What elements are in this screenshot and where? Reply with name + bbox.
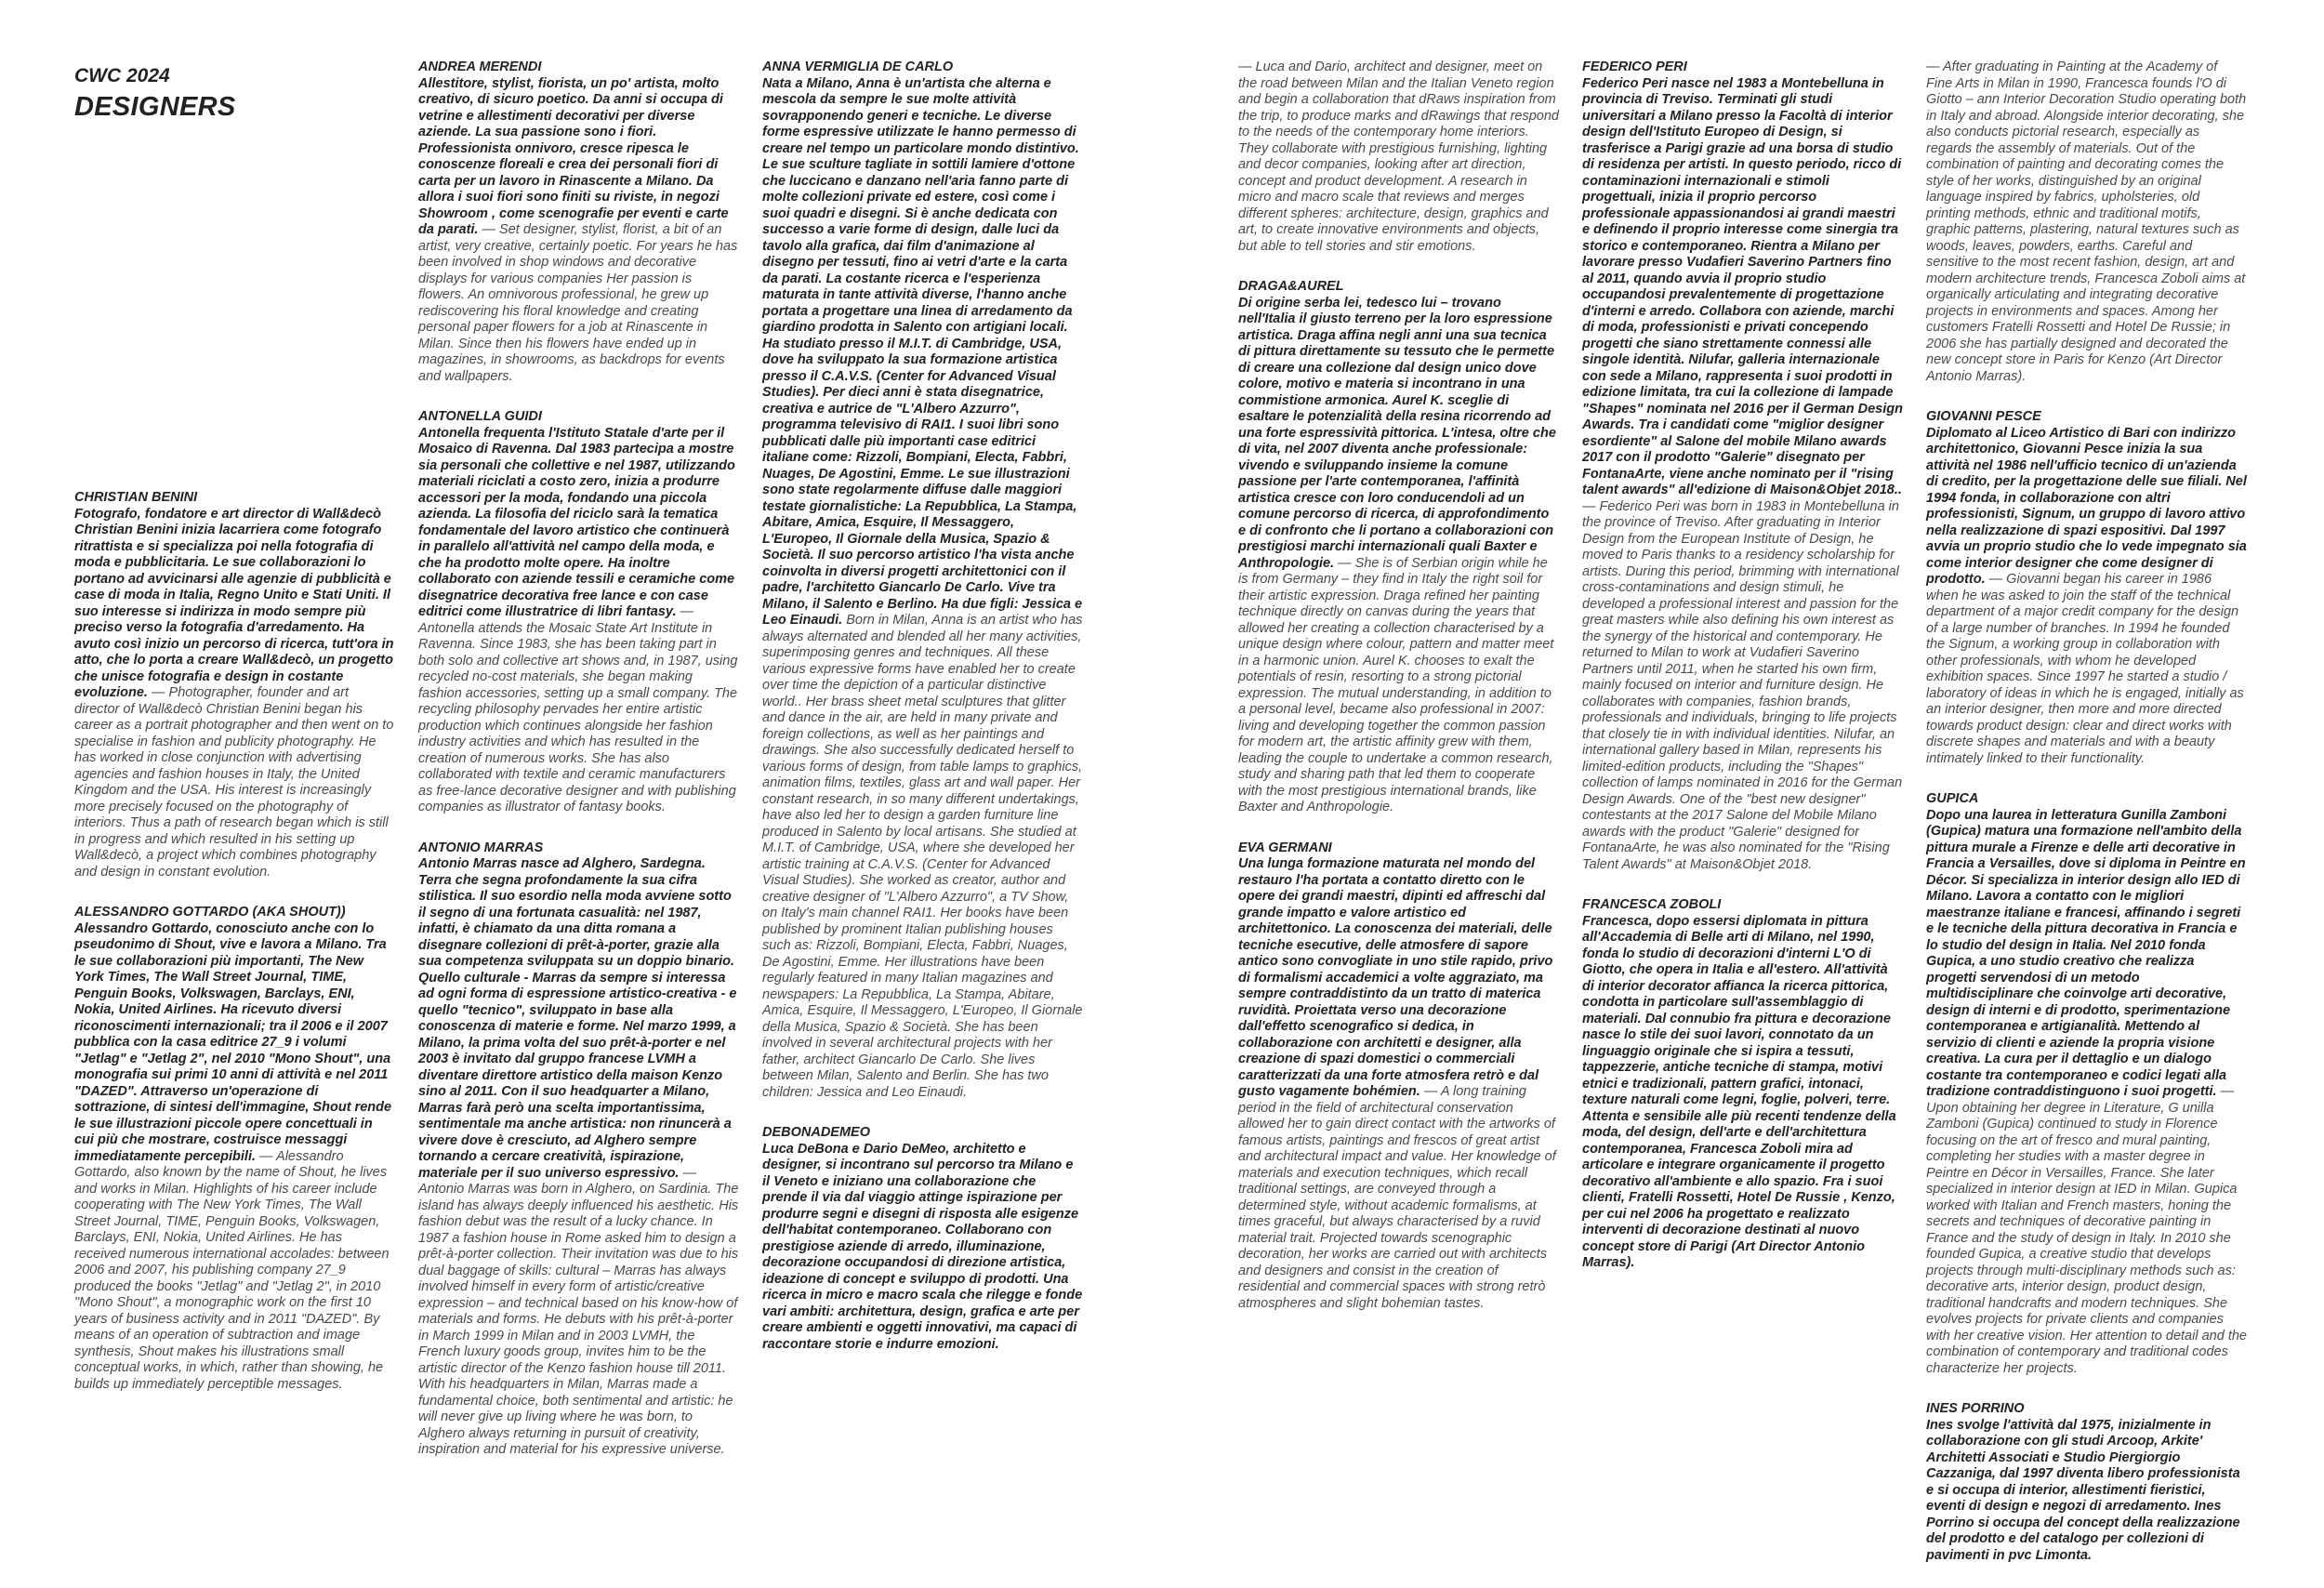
designer-name: EVA GERMANI [1238,840,1332,855]
bio-english: — Antonio Marras was born in Alghero, on Sardinia. The island has always deeply influenced his aesthetic. His fashion debut was the result of a lucky chance. In 1987 a fashion house in Rome asked him to design a prêt-à-porter collection. Their invitation was due to his dual baggage of skills: cultural – Marras has always involved himself in every form of artistic/creative expression – and technical based on his know-how of materials and forms. He debuts with his prêt-à-porter in March 1999 in Milan and in 2003 LVMH, the French luxury goods group, invites him to be the artistic director of the Kenzo fashion house till 2011. With his headquarters in Milan, Marras made a fundamental choice, both sentimental and artistic: he will never give up living where he was born, to Alghero always returning in pursuit of creativity, inspiration and material for his expressive universe. [418,1165,739,1457]
bio-italian: Antonio Marras nasce ad Alghero, Sardegna. Terra che segna profondamente la sua cifra stilistica. Il suo esordio nella moda avviene sotto il segno di una fortunata casualità: nel 1987, infatti, è chiamato da una ditta romana a disegnare collezioni di prêt-à-porter, grazie alla sua competenza sviluppata su un doppio binario. Quello culturale - Marras da sempre si interessa ad ogni forma di espressione artistico-creativa - e quello "tecnico", sviluppato in base alla conoscenza di materie e forme. Nel marzo 1999, a Milano, la prima volta del suo prêt-à-porter e nel 2003 è invitato dal gruppo francese LVMH a diventare direttore artistico della maison Kenzo sino al 2011. Con il suo headquarter a Milano, Marras farà però una scelta importantissima, sentimentale ma anche artistica: non rinuncerà a vivere dove è cresciuto, ad Alghero sempre tornando a cercare creatività, ispirazione, materiale per il suo universo espressivo. [418,856,737,1181]
designer-name: INES PORRINO [1926,1401,2025,1416]
entry-gupica [1926,791,2247,1377]
designer-name: ANNA VERMIGLIA DE CARLO [762,60,954,74]
bio-english: — Antonella attends the Mosaic State Art Institute in Ravenna. Since 1983, she has been taking part in both solo and collective art shows and, in 1987, using recycled no-cost materials, she began making fashion accessories, setting up a small company. The recycling philosophy pervades her entire artistic production which continues alongside her fashion industry activities and which has resulted in the creation of numerous works. She has also collaborated with textile and ceramic manufacturers as free-lance decorative designer and with publishing companies as illustrator of fantasy books. [418,604,738,814]
bio-italian: Alessandro Gottardo, conosciuto anche con lo pseudonimo di Shout, vive e lavora a Milano. Tra le sue collaborazioni più importanti, The New York Times, The Wall Street Journal, TIME, Penguin Books, Volkswagen, Barclays, ENI, Nokia, United Airlines. Ha ricevuto diversi riconoscimenti internazionali; tra il 2006 e il 2007 pubblica con la casa editrice 27_9 i volumi "Jetlag" e "Jetlag 2", nel 2010 "Mono Shout", una monografia sui primi 10 anni di attività e nel 2011 "DAZED". Attraverso un'operazione di sottrazione, di sintesi dell'immagine, Shout rende le sue illustrazioni piccole opere concettuali in cui più che mostrare, costruisce messaggi immediatamente percepibili. [74,920,392,1164]
designer-name: DEBONADEMEO [762,1125,871,1140]
bio-italian: Federico Peri nasce nel 1983 a Montebelluna in provincia di Treviso. Terminati gli studi universitari a Milano presso la Facoltà di interior design dell'Istituto Europeo di Design, si trasferisce a Parigi grazie ad una borsa di studio di residenza per artisti. In questo periodo, ricco di contaminazioni internazionali e stimoli progettuali, inizia il proprio percorso professionale appassionandosi ai grandi maestri e definendo il proprio interesse come sinergia tra storico e contemporaneo. Rientra a Milano per lavorare presso Vudafieri Saverino Partners fino al 2011, quando avvia il proprio studio occupandosi prevalentemente di progettazione d'interni e arredo. Collabora con aziende, marchi di moda, professionisti e privati concependo progetti che siano strettamente connessi alle singole identità. Nilufar, galleria internazionale con sede a Milano, rappresenta i suoi prodotti in edizione limitata, tra cui la collezione di lampade "Shapes" nominata nel 2016 per il German Design Awards. Tra i candidati come "miglior designer esordiente" al Salone del mobile Milano awards 2017 con il prodotto "Galerie" disegnato per FontanaArte, viene anche nominato per il "rising talent awards" all'edizione di Maison&Objet 2018.. [1582,75,1903,497]
bio-english: — Giovanni began his career in 1986 when he was asked to join the staff of the technical department of a major credit company for the design of a large number of branches. In 1994 he founded the Signum, a working group in collaboration with other professionals, with whom he developed exhibition spaces. Since 1997 he started a studio / laboratory of ideas in which he is engaged, initially as an interior designer, then more and more directed towards product design: clear and direct works with discrete shapes and materials and with a beauty intimately linked to their functionality. [1926,572,2244,766]
bio-italian: Una lunga formazione maturata nel mondo del restauro l'ha portata a contatto diretto con le opere dei grandi maestri, dipinti ed affreschi dal grande impatto e valore artistico ed architettonico. La conoscenza dei materiali, delle tecniche esecutive, delle atmosfere di sapore antico sono convogliate in uno stile rapido, privo di formalismi accademici a volte aggraziato, ma sempre contraddistinto da un tratto di materica ruvidità. Proiettata verso una decorazione dall'effetto scenografico si dedica, in collaborazione con architetti e designer, alla creazione di spazi domestici o commerciali caratterizzati da una forte atmosfera retrò e dal gusto vagamente bohémien. [1238,856,1553,1099]
designer-name: FEDERICO PERI [1582,60,1687,74]
entry-merendi [418,60,739,385]
bio-english: — Photographer, founder and art director of Wall&decò Christian Benini began his career as a portrait photographer and then went on to specialise in fashion and publicity photography. He has worked in close conjunction with advertising agencies and fashion houses in Italy, the United Kingdom and the USA. His interest is increasingly more precisely focused on the photography of interiors. Thus a path of research began which is still in progress and which resulted in his setting up Wall&decò, a project which combines photography and design in constant evolution. [74,685,394,880]
entry-porrino [1926,1401,2247,1564]
entry-guidi [418,409,739,816]
designer-name: DRAGA&AUREL [1238,279,1344,294]
bio-italian: Diplomato al Liceo Artistico di Bari con indirizzo architettonico, Giovanni Pesce inizia la sua attività nel 1986 nell'ufficio tecnico di un'azienda di credito, per la progettazione delle sue filiali. Nel 1994 fonda, in collaborazione con altri professionisti, Signum, un gruppo di lavoro attivo nella realizzazione di spazi espositivi. Dal 1997 avvia un proprio studio che lo vede impegnato sia come interior designer che come designer di prodotto. [1926,425,2247,587]
entry-marras [418,840,739,1459]
entry-germani [1238,840,1559,1313]
bio-english: — After graduating in Painting at the Academy of Fine Arts in Milan in 1990, Francesca founds l'O di Giotto – ann Interior Decoration Studio operating both in Italy and abroad. Alongside interior decorating, she also conducts pictorial research, especially as regards the assembly of materials. Out of the combination of painting and decorating comes the style of her works, distinguished by an original language inspired by fabrics, upholsteries, old printing methods, ethnic and traditional motifs, graphic patterns, plastering, natural textures such as woods, leaves, powders, earths. Careful and sensitive to the most recent fashion, design, art and modern architecture trends, Francesca Zoboli aims at organically articulating and integrating decorative projects in environments and spaces. Among her customers Fratelli Rossetti and Hotel De Russie; in 2006 she has partially designed and decorated the new concept store in Paris for Kenzo (Art Director Antonio Marras). [1926,60,2247,384]
entry-debonademeo [762,1125,1083,1353]
bio-italian: Luca DeBona e Dario DeMeo, architetto e designer, si incontrano sul percorso tra Milano e il Veneto e iniziano una collaborazione che prende il via dal viaggio attinge ispirazione per produrre segni e disegni di risposta alle esigenze dell'habitat contemporaneo. Collaborano con prestigiose aziende di arredo, illuminazione, decorazione occupandosi di direzione artistica, ideazione di concept e sviluppo di prodotti. Una ricerca in micro e macro scala che rilegge e fonde vari ambiti: architettura, design, grafica e arte per creare ambienti e oggetti innovativi, ma capaci di raccontare storie e indurre emozioni. [762,1141,1083,1352]
designer-name: ANDREA MERENDI [418,60,542,74]
designer-name: GIOVANNI PESCE [1926,409,2041,424]
header-kicker: CWC 2024 [74,65,170,86]
bio-english: — A long training period in the field of architectural conservation allowed her to gain direct contact with the artworks of famous artists, paintings and frescos of great artist and architectural impact and value. Her knowledge of materials and execution techniques, which recall traditional settings, are conveyed through a determined style, without academic formalisms, at times graceful, but always characterised by a ruvid material trait. Projected towards scenographic decoration, her works are carried out with architects and designers and consist in the creation of residential and commercial spaces with strong retrò atmospheres and slight bohemian tastes. [1238,1084,1556,1311]
entry-pesce [1926,409,2247,767]
bio-italian: Allestitore, stylist, fiorista, un po' artista, molto creativo, di sicuro poetico. Da anni si occupa di vetrine e allestimenti decorativi per diverse aziende. La sua passione sono i fiori. Professionista onnivoro, cresce ripesca le conoscenze floreali e crea dei personali fiori di carta per un lavoro in Rinascente a Milano. Da allora i suoi fiori sono finiti su riviste, in negozi Showroom , come scenografie per eventi e carte da parati. [418,75,729,237]
bio-italian: Nata a Milano, Anna è un'artista che alterna e mescola da sempre le sue molte attività sovrapponendo generi e tecniche. Le diverse forme espressive utilizzate le hanno permesso di creare nel tempo un particolare mondo distintivo. Le sue sculture tagliate in sottili lamiere d'ottone che luccicano e danzano nell'aria fanno parte di molte collezioni private ed estere, così come i suoi quadri e disegni. Si è anche dedicata con successo a varie forme di design, dalle luci da tavolo alla grafica, dai film d'animazione al disegno per tessuti, fino ai vetri d'arte e la carta da parati. La costante ricerca e l'esperienza maturata in tante attività diverse, l'hanno anche portata a progettare una linea di arredamento da giardino prodotta in Salento con artigiani locali. Ha studiato presso il M.I.T. di Cambridge, USA, dove ha sviluppato la sua formazione artistica presso il C.A.V.S. (Center for Advanced Visual Studies). Per dieci anni è stata disegnatrice, creativa e autrice de "L'Albero Azzurro", programma televisivo di RAI1. I suoi libri sono pubblicati dalle più importanti case editrici italiane come: Rizzoli, Bompiani, Electa, Fabbri, Nuages, De Agostini, Emme. Le sue illustrazioni sono state regolarmente diffuse dalle maggiori testate giornalistiche: La Repubblica, La Stampa, Abitare, Amica, Esquire, Il Messaggero, L'Europeo, Il Giornale della Musica, Spazio & Società. Il suo percorso artistico l'ha vista anche coinvolta in diversi progetti architettonici con il padre, l'architetto Giancarlo De Carlo. Vive tra Milano, il Salento e Berlino. Ha due figli: Jessica e Leo Einaudi. [762,75,1083,628]
bio-italian: Di origine serba lei, tedesco lui – trovano nell'Italia il giusto terreno per la loro espressione artistica. Draga affina negli anni una sua tecnica di pittura direttamente su tessuto che le permette di creare una collezione dal design unico dove colore, motivo e materia si incontrano in una commistione armonica. Aurel K. sceglie di esaltare le potenzialità della resina ricorrendo ad una forte espressività pittorica. L'intesa, oltre che di vita, nel 2007 diventa anche professionale: vivendo e sviluppando insieme la comune passione per l'arte contemporanea, l'affinità artistica cresce con loro conducendoli ad un comune percorso di ricerca, di approfondimento e di confronto che li portano a collaborazioni con prestigiosi marchi internazionali quali Baxter e Anthropologie. [1238,295,1556,571]
bio-italian: Francesca, dopo essersi diplomata in pittura all'Accademia di Belle arti di Milano, nel 1990, fonda lo studio di decorazioni d'interni L'O di Giotto, che opera in Italia e all'estero. All'attività di interior decorator affianca la ricerca pittorica, condotta in particolare sull'assemblaggio di materiali. Dal connubio fra pittura e decorazione nasce lo stile dei suoi lavori, connotato da un linguaggio originale che si ispira a tessuti, tappezzerie, antiche tecniche di stampa, motivi etnici e tradizionali, pattern grafici, intonaci, texture naturali come legni, foglie, polveri, terre. Attenta e sensibile alle più recenti tendenze della moda, del design, dell'arte e dell'architettura contemporanea, Francesca Zoboli mira ad articolare e integrare organicamente il progetto decorativo all'ambiente e allo spazio. Fra i suoi clienti, Fratelli Rossetti, Hotel De Russie , Kenzo, per cui nel 2006 ha progettato e realizzato interventi di decorazione destinati al nuovo concept store di Parigi (Art Director Antonio Marras). [1582,913,1896,1270]
bio-english: — She is of Serbian origin while he is from Germany – they find in Italy the right soil for their artistic expression. Draga refined her painting technique directly on canvas during the years that allowed her creating a collection characterised by a unique design where colour, pattern and matter meet in a harmonic union. Aurel K. chooses to exalt the potentials of resin, resorting to a strong pictorial expression. The mutual understanding, in addition to a personal level, became also professional in 2007: living and developing together the common passion for modern art, the artistic affinity grew with them, leading the couple to undertake a common research, study and sharing path that led them to cooperate with the most prestigious international brands, like Baxter and Anthropologie. [1238,555,1554,814]
entry-zoboli [1582,897,1903,1272]
bio-italian: Fotografo, fondatore e art director di Wall&decò Christian Benini inizia lacarriera come fotografo ritrattista e si specializza poi nella fotografia di moda e pubblicitaria. Le sue collaborazioni lo portano ad avvicinarsi alle agenzie di pubblicità e case di moda in Italia, Regno Unito e Stati Uniti. Il suo interesse si indirizza in modo sempre più preciso verso la fotografia d'arredamento. Ha avuto così inizio un percorso di ricerca, tutt'ora in atto, che lo porta a creare Wall&decò, un progetto che unisce fotografia e design in costante evoluzione. [74,506,394,700]
column-2 [418,60,739,1483]
designer-name: ALESSANDRO GOTTARDO (AKA SHOUT)) [74,905,346,920]
designer-name: FRANCESCA ZOBOLI [1582,897,1722,912]
designer-name: ANTONIO MARRAS [418,840,544,855]
entry-draga [1238,279,1559,816]
column-4 [1238,60,1559,1336]
entry-zoboli-cont [1926,60,2247,385]
column-1 [74,60,395,1417]
designer-name: CHRISTIAN BENINI [74,490,198,505]
bio-italian: Antonella frequenta l'Istituto Statale d'arte per il Mosaico di Ravenna. Dal 1983 partecipa a mostre sia personali che collettive e nel 1987, utilizzando materiali riciclati a costo zero, inizia a produrre accessori per la moda, fondando una piccola azienda. La filosofia del riciclo sarà la tematica fondamentale del lavoro artistico che continuerà in parallelo all'attività nel campo della moda, e che ha prodotto molte opere. Ha inoltre collaborato con aziende tessili e ceramiche come disegnatrice decorativa free lance e con case editrici come illustratrice di libri fantasy. [418,425,735,619]
column-5 [1582,60,1903,1296]
entry-benini [74,490,395,880]
bio-english: — Upon obtaining her degree in Literature, G unilla Zamboni (Gupica) continued to study in Florence focusing on the art of fresco and mural painting, completing her studies with a master degree in Peintre en Décor in Versailles, France. She later specialized in interior design at IED in Milan. Gupica worked with Italian and French masters, honing the secrets and techniques of decorative painting in France and the study of design in Italy. In 2010 she founded Gupica, a creative studio that develops projects through multi-disciplinary methods such as: decorative arts, interior design, product design, traditional handcrafts and modern techniques. She evolves projects for private clients and companies with her creative vision. Her attention to detail and the combination of contemporary and traditional codes characterize her projects. [1926,1084,2247,1376]
entry-debonademeo-cont [1238,60,1559,255]
designer-name: GUPICA [1926,791,1979,806]
page-title: DESIGNERS [74,92,236,122]
bio-english: — Luca and Dario, architect and designer, meet on the road between Milan and the Italian Veneto region and begin a collaboration that dRaws inspiration from the trip, to produce marks and dRawings that respond to the needs of the contemporary home interiors. They collaborate with prestigious furnishing, lighting and decor companies, looking after art direction, concept and product development. A research in micro and macro scale that reviews and merges different spheres: architecture, design, graphics and art, to create innovative environments and objects, but able to tell stories and stir emotions. [1238,60,1559,254]
column-3 [762,60,1083,1377]
designer-name: ANTONELLA GUIDI [418,409,542,424]
bio-english: — Federico Peri was born in 1983 in Montebelluna in the province of Treviso. After graduating in Interior Design from the European Institute of Design, he moved to Paris thanks to a residency scholarship for artists. During this period, brimming with international cross-contaminations and design stimuli, he developed a professional interest and passion for the great masters while also defining his own interest as the synergy of the historical and contemporary. He returned to Milan to work at Vudafieri Saverino Partners until 2011, when he started his own firm, mainly focused on interior and furniture design. He collaborates with companies, fashion brands, professionals and individuals, bringing to life projects that closely tie in with individual identities. Nilufar, an international gallery based in Milan, represents his limited-edition products, including the "Shapes" collection of lamps nominated in 2016 for the German Design Awards. One of the "best new designer" contestants at the 2017 Salone del Mobile Milano awards with the product "Galerie" designed for FontanaArte, he was also nominated for the "Rising Talent Awards" at Maison&Objet 2018. [1582,498,1903,872]
entry-gottardo [74,905,395,1393]
bio-english: — Set designer, stylist, florist, a bit of an artist, very creative, certainly poetic. For years he has been involved in shop windows and decorative displays for various companies Her passion is flowers. An omnivorous professional, he grew up rediscovering his floral knowledge and creating personal paper flowers for a job at Rinascente in Milan. Since then his flowers have ended up in magazines, in showrooms, as backdrops for events and wallpapers. [418,222,738,384]
column-6 [1926,60,2247,1588]
bio-english: Born in Milan, Anna is an artist who has always alternated and blended all her many activities, superimposing genres and techniques. All these various expressive forms have enabled her to create over time the depiction of a particular distinctive world.. Her brass sheet metal sculptures that glitter and dance in the air, are held in many private and foreign collections, as well as her paintings and drawings. She also successfully dedicated herself to various forms of design, from table lamps to graphics, animation films, textiles, glass art and wall paper. Her constant research, in so many different undertakings, have also led her to design a garden furniture line produced in Salento by local artisans. She studied at M.I.T. of Cambridge, USA, where she developed her artistic training at C.A.V.S. (Center for Advanced Visual Studies). She worked as creator, author and creative designer of "L'Albero Azzurro", a TV Show, on Italy's main channel RAI1. Her books have been published by prominent Italian publishing houses such as: Rizzoli, Bompiani, Electa, Fabbri, Nuages, De Agostini, Emme. Her illustrations have been regularly featured in many Italian magazines and newspapers: La Repubblica, La Stampa, Abitare, Amica, Esquire, Il Messaggero, L'Europeo, Il Giornale della Musica, Spazio & Società. She has been involved in several architectural projects with her father, architect Giancarlo De Carlo. She lives between Milan, Salento and Berlin. She has two children: Jessica and Leo Einaudi. [762,613,1083,1100]
bio-italian: Dopo una laurea in letteratura Gunilla Zamboni (Gupica) matura una formazione nell'ambito della pittura murale a Firenze e delle arti decorative in Francia a Versailles, dove si diploma in Peintre en Décor. Si specializza in interior design allo IED di Milano. Lavora a contatto con le migliori maestranze italiane e francesi, affinando i segreti e le tecniche della pittura decorativa in Francia e lo studio del design in Italia. Nel 2010 fonda Gupica, a uno studio creativo che realizza progetti servendosi di un metodo multidisciplinare che coinvolge arti decorative, design di interni e di prodotto, sperimentazione contemporanea e artigianalità. Mettendo al servizio di clienti e aziende la propria visione creativa. La cura per il dettaglio e un dialogo costante tra contemporaneo e codici legati alla tradizione contraddistinguono i suoi progetti. [1926,807,2246,1099]
entry-peri [1582,60,1903,873]
entry-vermiglia [762,60,1083,1101]
bio-english: — Alessandro Gottardo, also known by the name of Shout, he lives and works in Milan. Highlights of his career include cooperating with The New York Times, The Wall Street Journal, TIME, Penguin Books, Volkswagen, Barclays, ENI, Nokia, United Airlines. He has received numerous international accolades: between 2006 and 2007, his publishing company 27_9 produced the books "Jetlag" and "Jetlag 2", in 2010 "Mono Shout", a monographic work on the first 10 years of business activity and in 2011 "DAZED". By means of an operation of subtraction and image synthesis, Shout makes his illustrations small conceptual works, in which, rather than showing, he builds up immediately perceptible messages. [74,1148,390,1392]
bio-italian: Ines svolge l'attività dal 1975, inizialmente in collaborazione con gli studi Arcoop, Arkite' Architetti Associati e Studio Piergiorgio Cazzaniga, dal 1997 diventa libero professionista e si occupa di interior, allestimenti fieristici, eventi di design e negozi di arredamento. Ines Porrino si occupa del concept della realizzazione del prodotto e del catalogo per collezioni di pavimenti in pvc Limonta. [1926,1417,2240,1563]
